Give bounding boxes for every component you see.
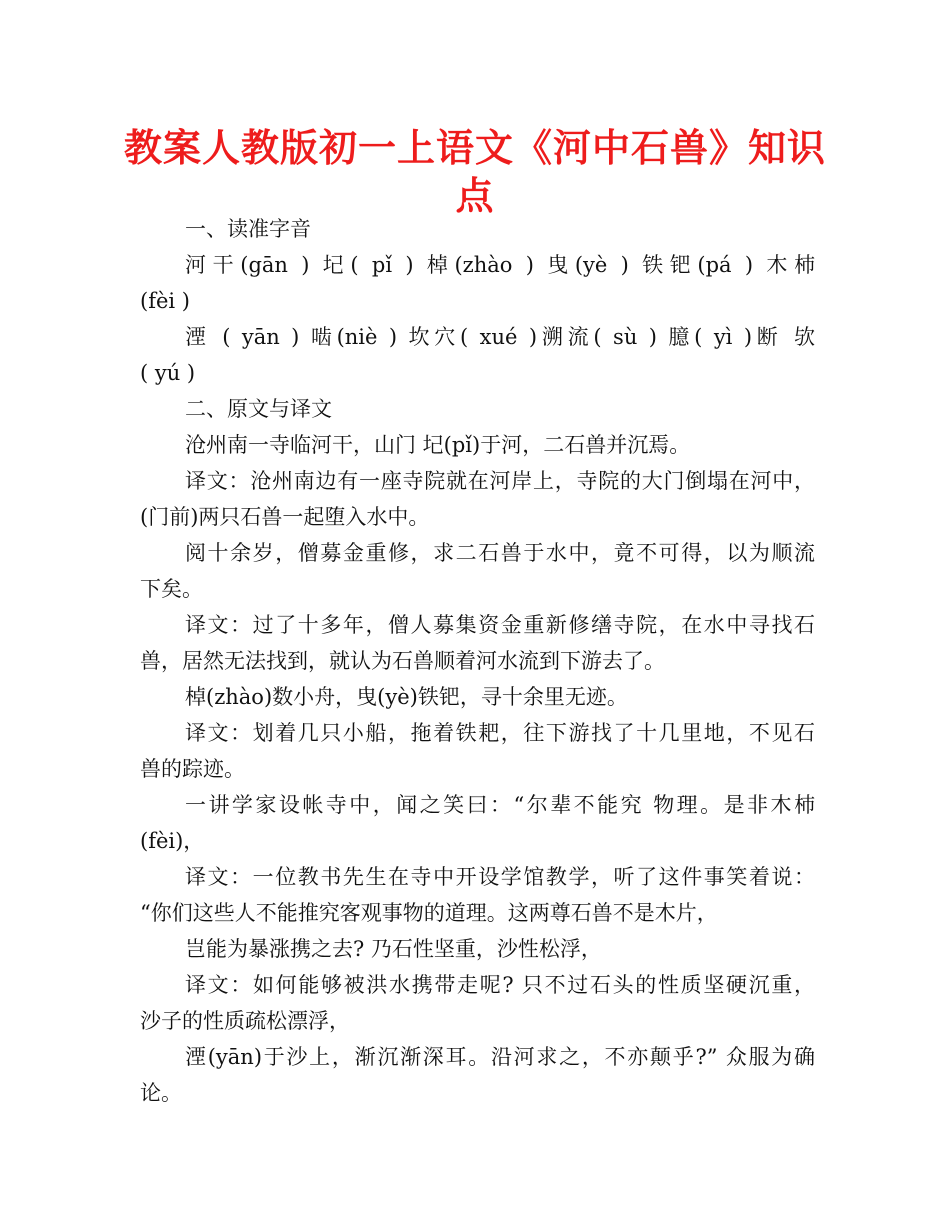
doc-title-line-2: 点 bbox=[455, 174, 495, 218]
paragraph-line: (fèi)， bbox=[140, 829, 205, 853]
paragraph-line: 兽的踪迹。 bbox=[140, 757, 245, 781]
paragraph-line: 论。 bbox=[140, 1081, 182, 1105]
paragraph-line: “你们这些人不能推究客观事物的道理。这两尊石兽不是木片， bbox=[140, 901, 718, 925]
paragraph-line: 一讲学家设帐寺中，闻之笑曰：“尔辈不能究 物理。是非木杮 bbox=[185, 793, 815, 817]
paragraph-line: 棹(zhào)数小舟，曳(yè)铁钯，寻十余里无迹。 bbox=[185, 685, 628, 709]
paragraph-line: 阅十余岁，僧募金重修，求二石兽于水中，竟不可得，以为顺流 bbox=[185, 541, 815, 565]
paragraph-line: 译文：过了十多年，僧人募集资金重新修缮寺院，在水中寻找石 bbox=[185, 613, 815, 637]
paragraph-line: 岂能为暴涨携之去? 乃石性坚重，沙性松浮， bbox=[185, 937, 602, 961]
paragraph-line: 译文：如何能够被洪水携带走呢? 只不过石头的性质坚硬沉重， bbox=[185, 973, 815, 997]
paragraph-line: 译文：沧州南边有一座寺院就在河岸上，寺院的大门倒塌在河中， bbox=[185, 469, 815, 493]
paragraph-line: 译文：一位教书先生在寺中开设学馆教学，听了这件事笑着说： bbox=[185, 865, 815, 889]
paragraph-line: (fèi ) bbox=[140, 289, 190, 313]
section-heading-pronunciation: 一、读准字音 bbox=[185, 217, 311, 241]
doc-title-line-1: 教案人教版初一上语文《河中石兽》知识 bbox=[123, 126, 826, 170]
paragraph-line: 湮 ( yān ) 啮(niè ) 坎穴( xué )溯流( sù ) 臆( yì )断 欤 bbox=[185, 325, 815, 349]
paragraph-line: 河干(gān ) 圮( pǐ ) 棹(zhào ) 曳(yè ) 铁钯(pá ) 木杮 bbox=[185, 253, 815, 277]
section-heading-text-translation: 二、原文与译文 bbox=[185, 397, 332, 421]
paragraph-line: 下矣。 bbox=[140, 577, 203, 601]
paragraph-line: ( yú ) bbox=[140, 361, 196, 385]
paragraph-line: 沧州南一寺临河干，山门 圮(pǐ)于河，二石兽并沉焉。 bbox=[185, 433, 691, 457]
paragraph-line: 湮(yān)于沙上，渐沉渐深耳。沿河求之，不亦颠乎?” 众服为确 bbox=[185, 1045, 815, 1069]
paragraph-line: 沙子的性质疏松漂浮， bbox=[140, 1009, 350, 1033]
paragraph-line: 兽，居然无法找到，就认为石兽顺着河水流到下游去了。 bbox=[140, 649, 665, 673]
paragraph-line: 译文：划着几只小船，拖着铁耙，往下游找了十几里地，不见石 bbox=[185, 721, 815, 745]
paragraph-line: (门前)两只石兽一起堕入水中。 bbox=[140, 505, 430, 529]
